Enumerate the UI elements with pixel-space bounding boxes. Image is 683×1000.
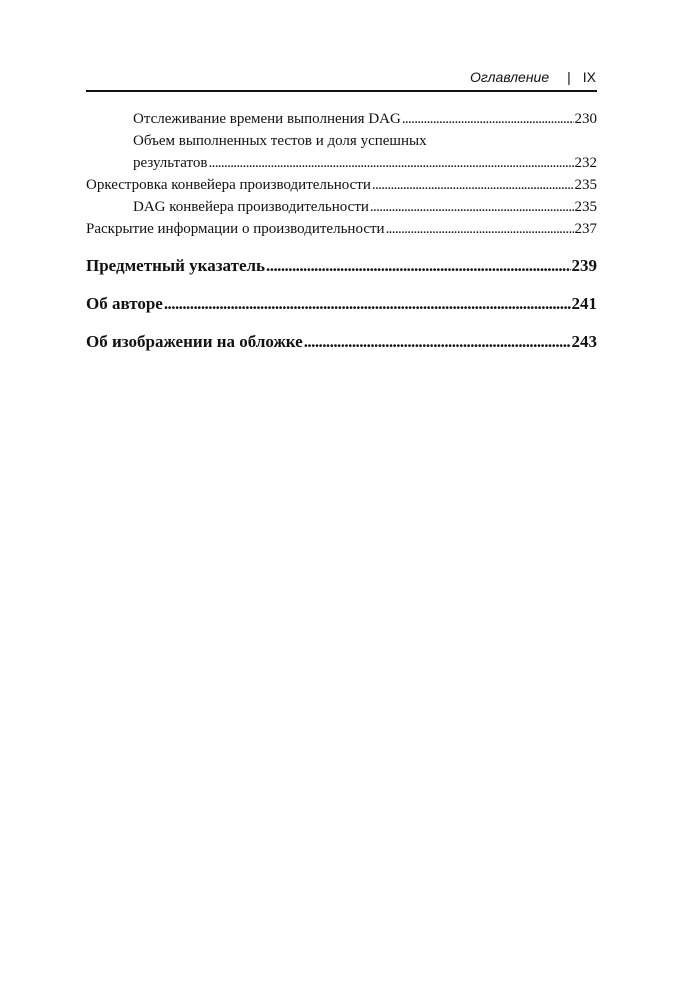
dot-leader: [304, 330, 571, 354]
toc-entry-page: 237: [574, 221, 597, 237]
toc-entry-title: Об авторе: [86, 294, 163, 313]
toc-entry-page: 232: [574, 155, 597, 171]
toc-entry-title: Об изображении на обложке: [86, 332, 303, 351]
toc-entry-title: DAG конвейера производительности: [133, 199, 369, 215]
toc-entry-dag-time[interactable]: [86, 108, 597, 130]
running-header-section-title: Оглавление: [470, 69, 550, 85]
toc-entry-page: 239: [571, 256, 597, 275]
toc-entry-title-line2: результатов: [133, 155, 208, 171]
toc-entry-title-line1: Объем выполненных тестов и доля успешных: [133, 133, 427, 149]
toc-entry-tests[interactable]: [86, 130, 597, 174]
toc-entry-index[interactable]: [86, 254, 597, 278]
toc-entry-title: Отслеживание времени выполнения DAG: [133, 111, 401, 127]
running-header-separator: |: [567, 69, 571, 85]
dot-leader: [402, 108, 574, 130]
toc-entry-page: 243: [571, 332, 597, 351]
dot-leader: [164, 292, 571, 316]
dot-leader: [209, 152, 574, 174]
dot-leader: [266, 254, 570, 278]
dot-leader: [370, 196, 574, 218]
toc-entry-title: Оркестровка конвейера производительности: [86, 177, 371, 193]
toc-entry-page: 230: [574, 111, 597, 127]
toc-entry-author[interactable]: [86, 292, 597, 316]
table-of-contents: [86, 108, 597, 354]
dot-leader: [386, 218, 574, 240]
running-header-page-number: IX: [582, 69, 596, 85]
toc-entry-cover[interactable]: [86, 330, 597, 354]
toc-entry-page: 235: [574, 177, 597, 193]
toc-entry-title: Предметный указатель: [86, 256, 266, 275]
toc-entry-page: 241: [571, 294, 597, 313]
toc-entry-title: Раскрытие информации о производительности: [86, 221, 385, 237]
toc-entry-orchestration[interactable]: [86, 174, 597, 196]
toc-entry-pipeline-dag[interactable]: [86, 196, 597, 218]
toc-entry-disclosure[interactable]: [86, 218, 597, 240]
dot-leader: [372, 174, 574, 196]
toc-entry-page: 235: [574, 199, 597, 215]
running-header: [86, 66, 597, 88]
header-rule: [86, 90, 597, 92]
